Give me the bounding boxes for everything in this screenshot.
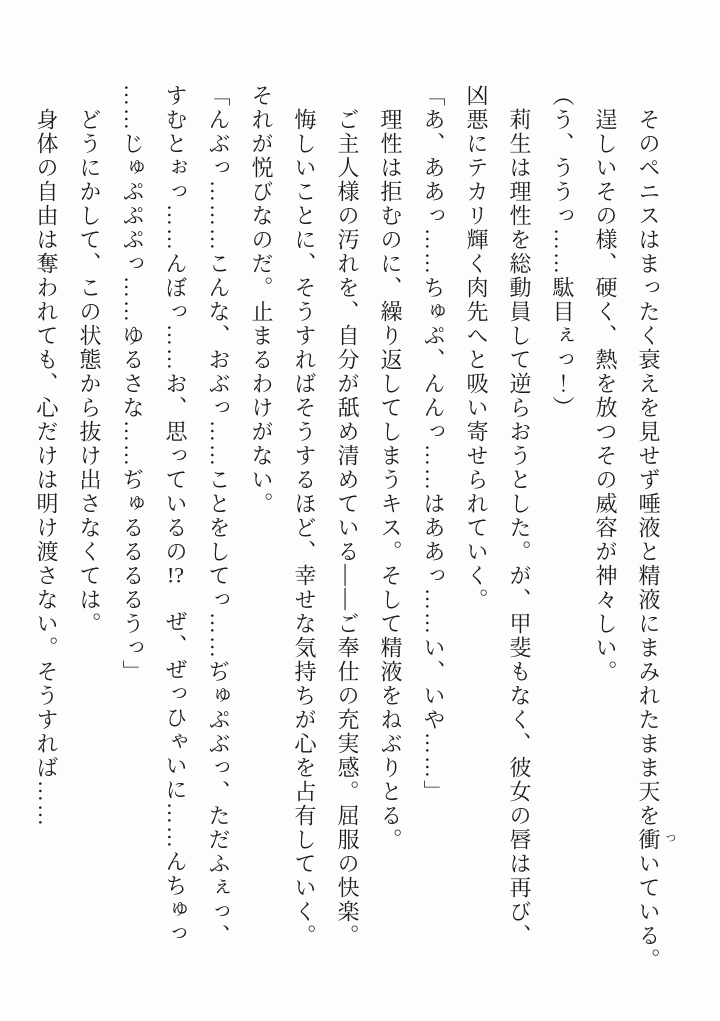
text-column — [154, 84, 197, 994]
text-column: 凶悪にテカリ輝く肉先へと吸い寄せられていく。 — [464, 84, 489, 612]
text-segment: すむとぉっ……んぼっ……お、思っているの — [163, 84, 188, 564]
text-column: （う、ううっ……駄目ぇっ！） — [550, 84, 575, 420]
text-column: ……じゅぷぷぷっ……ゆるさな……ぢゅるるるるうっ」 — [120, 84, 145, 684]
text-column: 悔しいことに、そうすればそうするほど、幸せな気持ちが心を占有していく。 — [292, 84, 317, 948]
text-column: それが悦びなのだ。止まるわけがない。 — [249, 84, 274, 516]
furigana-text: つ — [664, 832, 676, 843]
text-column: 莉生は理性を総動員して逆らおうとした。が、甲斐もなく、彼女の唇は再び、 — [507, 84, 532, 948]
vertical-text-block — [25, 84, 676, 994]
furigana-group — [636, 828, 676, 852]
text-segment: いている。 — [636, 852, 661, 972]
text-column: 逞しいその様、硬く、熱を放つその威容が神々しい。 — [593, 84, 618, 684]
text-column: 「あ、ああっ……ちゅぷ、んんっ……はああっ……い、いや……」 — [421, 84, 446, 804]
text-segment: そのペニスはまったく衰えを見せず唾液と精液にまみれたまま天を — [636, 84, 661, 828]
text-column: 身体の自由は奪われても、心だけは明け渡さない。そうすれば…… — [34, 84, 59, 828]
ruby-base: 衝 — [636, 828, 661, 852]
text-segment: ぜ、ぜっひゃいに……んちゅっ — [163, 586, 188, 946]
text-column — [627, 84, 676, 994]
text-column: どうにかして、この状態から抜け出さなくては。 — [77, 84, 102, 636]
text-column: 理性は拒むのに、繰り返してしまうキス。そして精液をねぶりとる。 — [378, 84, 403, 852]
tatechuyoko-exclamation-question: !? — [166, 564, 185, 586]
text-column: ご主人様の汚れを、自分が舐め清めている――ご奉仕の充実感。屈服の快楽。 — [335, 84, 360, 948]
text-column: 「んぶっ………こんな、おぶっ……ことをしてっ……ぢゅぷぶっ、ただふぇっ、 — [206, 84, 231, 948]
